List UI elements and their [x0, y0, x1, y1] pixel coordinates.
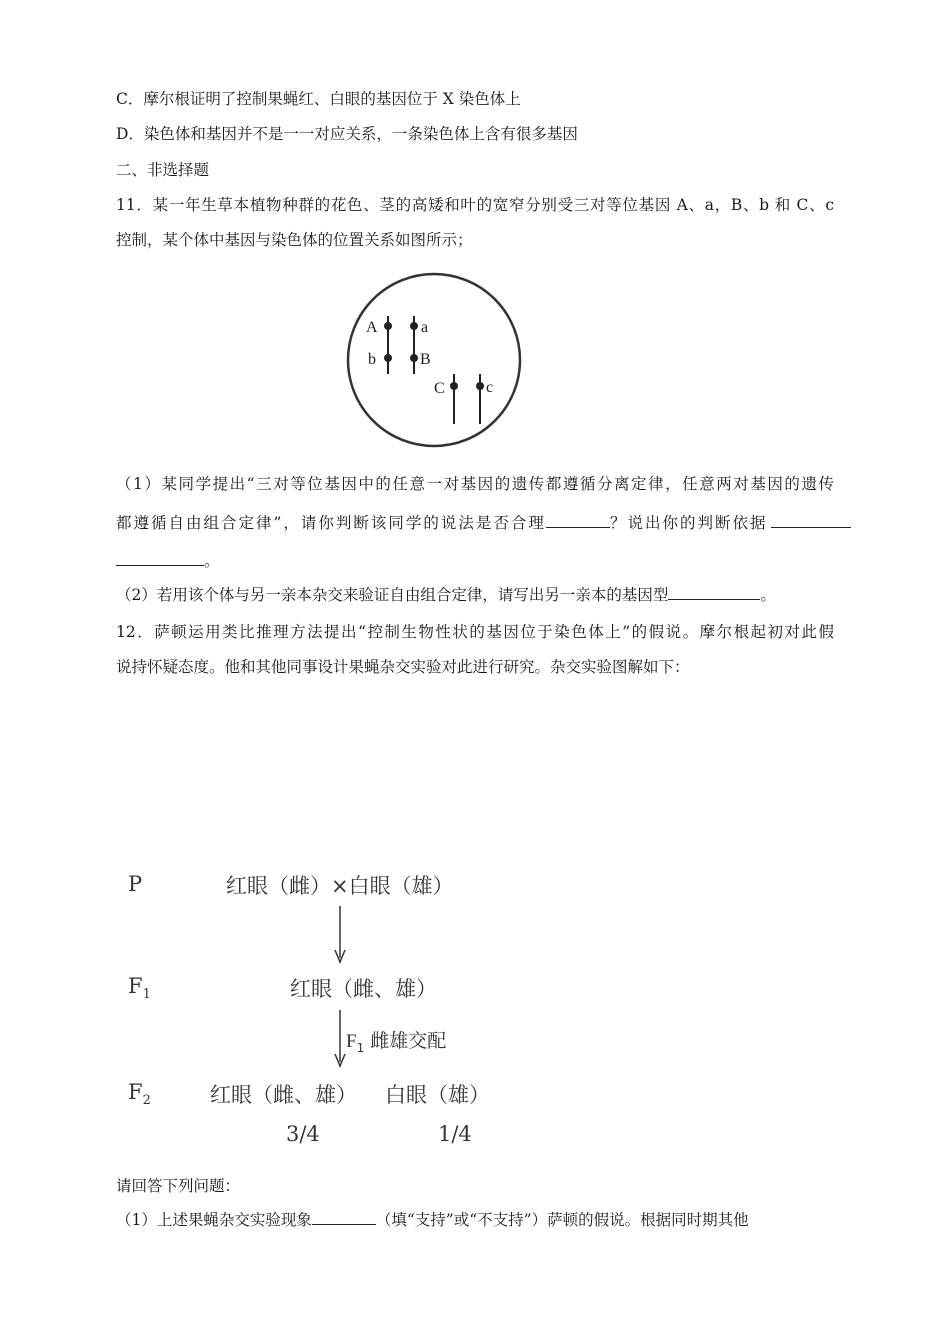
answer-blank-4[interactable]: [668, 585, 760, 600]
arrow-down-icon: [330, 906, 350, 966]
f1-phenotype: 红眼（雌、雄）: [290, 977, 437, 1001]
p-cross: 红眼（雌）×白眼（雄）: [226, 874, 454, 898]
f1-mating-note: $F_1$ 雌雄交配: [346, 1030, 447, 1055]
q11-line2: 控制，某个体中基因与染色体的位置关系如图所示；: [116, 231, 473, 249]
q12-line1: 12．萨顿运用类比推理方法提出“控制生物性状的基因位于染色体上”的假说。摩尔根起初对此假: [116, 623, 834, 641]
f2-ratio-white: 1/4: [438, 1122, 472, 1146]
gene-label-B: B: [420, 351, 431, 368]
q12-sub1: （1）上述果蝇杂交实验现象 （填“支持”或“不支持”）萨顿的假说。根据同时期其他: [116, 1211, 749, 1229]
f2-phenotype-red: 红眼（雌、雄）: [210, 1083, 357, 1107]
f2-ratio-red: 3/4: [286, 1122, 320, 1146]
gene-label-b: b: [368, 351, 376, 368]
answer-blank-1[interactable]: [546, 513, 610, 528]
option-c: C．摩尔根证明了控制果蝇红、白眼的基因位于 X 染色体上: [116, 90, 521, 108]
f2-phenotype-white: 白眼（雄）: [385, 1083, 490, 1107]
f2-label: $F_2$: [128, 1080, 151, 1109]
chromosome-figure: [338, 268, 530, 454]
gene-label-c: c: [486, 379, 494, 396]
answer-blank-2[interactable]: [771, 513, 851, 528]
q11-sub1-line3: 。: [116, 551, 220, 571]
p-label: P: [128, 872, 143, 896]
section-title: 二、非选择题: [116, 161, 210, 179]
q11-line1: 11．某一年生草本植物种群的花色、茎的高矮和叶的宽窄分别受三对等位基因 A、a，B、b 和 C、c: [116, 196, 834, 214]
gene-label-a: a: [421, 319, 429, 336]
q12-line2: 说持怀疑态度。他和其他同事设计果蝇杂交实验对此进行研究。杂交实验图解如下：: [116, 658, 690, 676]
q11-sub1-line1: （1）某同学提出“三对等位基因中的任意一对基因的遗传都遵循分离定律，任意两对基因的遗传: [116, 475, 834, 493]
f1-label: $F_1$: [128, 974, 151, 1003]
q11-sub1-line2: 都遵循自由组合定律”，请你判断该同学的说法是否合理 ？说出你的判断依据: [116, 513, 851, 533]
q11-sub2: （2）若用该个体与另一亲本杂交来验证自由组合定律，请写出另一亲本的基因型 。: [116, 586, 776, 604]
option-d: D．染色体和基因并不是一一对应关系，一条染色体上含有很多基因: [116, 125, 578, 143]
answer-blank-5[interactable]: [312, 1210, 376, 1225]
gene-label-C: C: [434, 380, 445, 397]
answer-blank-3[interactable]: [116, 551, 204, 566]
q12-prompt: 请回答下列问题：: [116, 1177, 241, 1195]
gene-label-A: A: [366, 319, 378, 336]
